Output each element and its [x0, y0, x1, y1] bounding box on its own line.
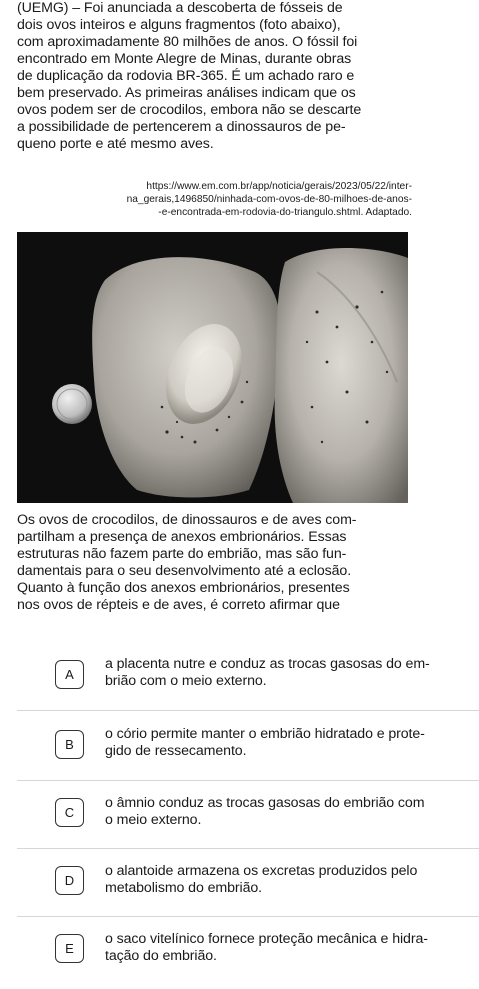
- option-line: o cório permite manter o embrião hidratado e prote-: [105, 726, 425, 742]
- intro-line: de duplicação da rodovia BR-365. É um achado raro e: [17, 68, 355, 84]
- option-divider: [17, 916, 479, 917]
- intro-line: com aproximadamente 80 milhões de anos. O fóssil foi: [17, 34, 358, 50]
- question-line: partilham a presença de anexos embrionários. Essas: [17, 529, 347, 545]
- intro-line: bem preservado. As primeiras análises indicam que os: [17, 85, 356, 101]
- intro-paragraph: [17, 0, 415, 153]
- intro-line: encontrado em Monte Alegre de Minas, durante obras: [17, 51, 352, 67]
- question-line: estruturas não fazem parte do embrião, mas são fun-: [17, 546, 347, 562]
- source-line: -e-encontrada-em-rodovia-do-triangulo.shtml. Adaptado.: [158, 207, 412, 218]
- question-line: Quanto à função dos anexos embrionários, presentes: [17, 580, 350, 596]
- option-divider: [17, 780, 479, 781]
- option-d[interactable]: [17, 855, 479, 921]
- option-e[interactable]: [17, 923, 479, 989]
- option-line: gido de ressecamento.: [105, 743, 247, 759]
- option-a[interactable]: [17, 650, 479, 716]
- option-line: o meio externo.: [105, 812, 202, 828]
- question-line: Os ovos de crocodilos, de dinossauros e de aves com-: [17, 512, 357, 528]
- intro-line: a possibilidade de pertencerem a dinossauros de pe-: [17, 119, 346, 135]
- option-letter-box[interactable]: D: [55, 866, 84, 895]
- question-line: nos ovos de répteis e de aves, é correto afirmar que: [17, 597, 340, 613]
- option-letter-box[interactable]: C: [55, 798, 84, 827]
- source-line: https://www.em.com.br/app/noticia/gerais/2023/05/22/inter-: [146, 181, 412, 192]
- intro-line: (UEMG) – Foi anunciada a descoberta de fósseis de: [17, 0, 343, 16]
- option-letter-box[interactable]: E: [55, 934, 84, 963]
- option-c[interactable]: [17, 787, 479, 853]
- option-line: brião com o meio externo.: [105, 673, 267, 689]
- option-divider: [17, 710, 479, 711]
- question-line: damentais para o seu desenvolvimento até a eclosão.: [17, 563, 352, 579]
- option-divider: [17, 848, 479, 849]
- intro-line: dois ovos inteiros e alguns fragmentos (foto abaixo),: [17, 17, 341, 33]
- fossil-eggs-photo: [17, 232, 408, 503]
- intro-line: queno porte e até mesmo aves.: [17, 136, 214, 152]
- option-line: o alantoide armazena os excretas produzidos pelo: [105, 863, 418, 879]
- source-line: na_gerais,1496850/ninhada-com-ovos-de-80-milhoes-de-anos-: [126, 194, 412, 205]
- option-letter-box[interactable]: A: [55, 660, 84, 689]
- intro-line: ovos podem ser de crocodilos, embora não se descarte: [17, 102, 362, 118]
- option-text: [105, 656, 477, 690]
- question-stem: [17, 512, 415, 614]
- option-line: o âmnio conduz as trocas gasosas do embrião com: [105, 795, 425, 811]
- option-text: [105, 931, 477, 965]
- option-line: tação do embrião.: [105, 948, 217, 964]
- option-text: [105, 863, 477, 897]
- option-line: a placenta nutre e conduz as trocas gasosas do em-: [105, 656, 430, 672]
- option-line: o saco vitelínico fornece proteção mecânica e hidra-: [105, 931, 428, 947]
- option-text: [105, 726, 477, 760]
- option-b[interactable]: [17, 718, 479, 784]
- option-line: metabolismo do embrião.: [105, 880, 262, 896]
- source-citation: [60, 180, 412, 219]
- option-letter-box[interactable]: B: [55, 730, 84, 759]
- option-text: [105, 795, 477, 829]
